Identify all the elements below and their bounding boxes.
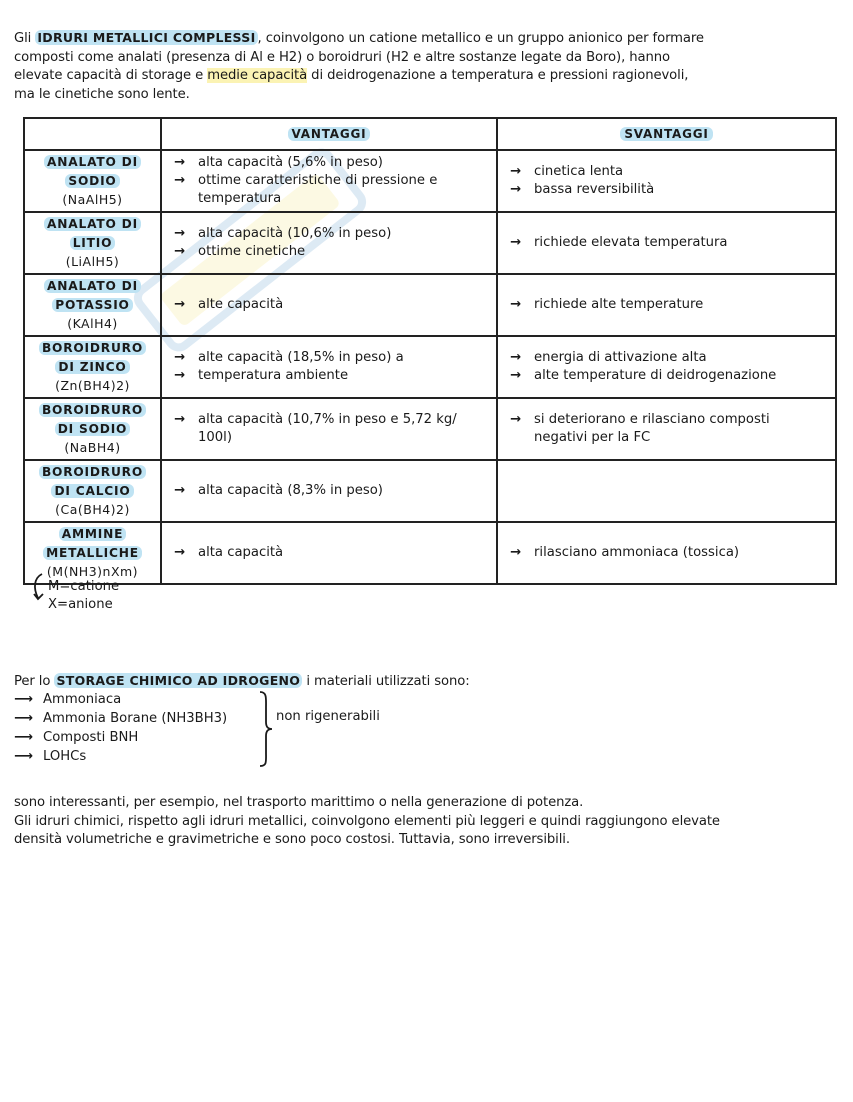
intro-pre: Gli bbox=[14, 31, 36, 46]
item-text: alte temperature di deidrogenazione bbox=[534, 368, 777, 383]
highlight-medie-capacita: medie capacità bbox=[207, 68, 308, 83]
arrow-icon: → bbox=[510, 182, 522, 197]
svantaggio-item bbox=[510, 349, 823, 367]
item-text: richiede alte temperature bbox=[534, 297, 704, 312]
svantaggio-item bbox=[510, 411, 823, 447]
brace-label-non-rigenerabili: non rigenerabili bbox=[276, 709, 380, 724]
item-text: energia di attivazione alta bbox=[534, 350, 707, 365]
svantaggio-item bbox=[510, 296, 823, 314]
vantaggi-cell bbox=[161, 460, 497, 522]
compound-formula: (KAlH4) bbox=[67, 316, 118, 331]
item-text: alta capacità (5,6% in peso) bbox=[198, 155, 383, 170]
item-text: bassa reversibilità bbox=[534, 182, 655, 197]
storage-list-item bbox=[14, 709, 227, 728]
item-text: alta capacità bbox=[198, 545, 284, 560]
vantaggio-item bbox=[174, 544, 484, 562]
storage-item-label: Ammoniaca bbox=[43, 692, 122, 707]
svantaggi-cell bbox=[497, 336, 836, 398]
compound-cell bbox=[24, 212, 161, 274]
item-text: cinetica lenta bbox=[534, 164, 624, 179]
item-text: alta capacità (10,7% in peso e 5,72 kg/ 100l) bbox=[198, 412, 457, 445]
intro-line3b: di deidrogenazione a temperatura e pressioni ragionevoli, bbox=[307, 68, 689, 83]
note-catione: M=catione bbox=[48, 579, 120, 594]
item-text: ottime caratteristiche di pressione e temperatura bbox=[198, 173, 438, 206]
storage-pre: Per lo bbox=[14, 674, 55, 689]
svantaggi-cell bbox=[497, 460, 836, 522]
svantaggi-cell bbox=[497, 398, 836, 460]
table-row bbox=[24, 150, 836, 212]
compound-cell bbox=[24, 336, 161, 398]
compound-cell bbox=[24, 150, 161, 212]
compound-name: ANALATO DI SODIO bbox=[44, 155, 141, 188]
item-text: alta capacità (10,6% in peso) bbox=[198, 226, 392, 241]
item-text: temperatura ambiente bbox=[198, 368, 349, 383]
storage-post: i materiali utilizzati sono: bbox=[302, 674, 470, 689]
storage-list-item bbox=[14, 690, 227, 709]
vantaggio-item bbox=[174, 296, 484, 314]
intro-line3a: elevate capacità di storage e bbox=[14, 68, 208, 83]
item-text: alta capacità (8,3% in peso) bbox=[198, 483, 383, 498]
long-arrow-icon: ⟶ bbox=[14, 730, 33, 745]
storage-item-label: Ammonia Borane (NH3BH3) bbox=[43, 711, 228, 726]
hydrides-comparison-table bbox=[23, 117, 837, 585]
storage-intro bbox=[14, 672, 470, 692]
closing-line2: Gli idruri chimici, rispetto agli idruri metallici, coinvolgono elementi più leggeri e quindi raggiungono elevate bbox=[14, 813, 720, 829]
compound-name: BOROIDRURO DI ZINCO bbox=[39, 341, 146, 374]
arrow-icon: → bbox=[510, 164, 522, 179]
storage-item-label: LOHCs bbox=[43, 749, 87, 764]
arrow-icon: → bbox=[510, 297, 522, 312]
vantaggio-item bbox=[174, 172, 484, 208]
vantaggio-item bbox=[174, 411, 484, 447]
svantaggi-cell bbox=[497, 212, 836, 274]
compound-cell bbox=[24, 460, 161, 522]
table-row bbox=[24, 522, 836, 584]
arrow-icon: → bbox=[174, 368, 186, 383]
compound-name: BOROIDRURO DI SODIO bbox=[39, 403, 146, 436]
arrow-icon: → bbox=[174, 226, 186, 241]
arrow-icon: → bbox=[174, 412, 186, 427]
vantaggi-cell bbox=[161, 336, 497, 398]
arrow-icon: → bbox=[510, 350, 522, 365]
table-row bbox=[24, 398, 836, 460]
intro-line1-rest: , coinvolgono un catione metallico e un gruppo anionico per formare bbox=[257, 31, 704, 46]
compound-name: ANALATO DI POTASSIO bbox=[44, 279, 141, 312]
arrow-icon: → bbox=[510, 412, 522, 427]
arrow-icon: → bbox=[510, 368, 522, 383]
note-anione: X=anione bbox=[48, 597, 113, 612]
arrow-icon: → bbox=[174, 545, 186, 560]
compound-name: ANALATO DI LITIO bbox=[44, 217, 141, 250]
arrow-icon: → bbox=[174, 173, 186, 188]
long-arrow-icon: ⟶ bbox=[14, 749, 33, 764]
compound-formula: (NaAlH5) bbox=[62, 192, 123, 207]
intro-line4: ma le cinetiche sono lente. bbox=[14, 86, 190, 102]
right-brace-icon bbox=[258, 690, 274, 768]
arrow-icon: → bbox=[510, 545, 522, 560]
storage-list-item bbox=[14, 747, 227, 766]
svantaggio-item bbox=[510, 367, 823, 385]
svantaggi-cell bbox=[497, 150, 836, 212]
term-idruri-metallici-complessi: IDRURI METALLICI COMPLESSI bbox=[37, 30, 256, 45]
long-arrow-icon: ⟶ bbox=[14, 692, 33, 707]
storage-item-label: Composti BNH bbox=[43, 730, 139, 745]
item-text: richiede elevata temperatura bbox=[534, 235, 728, 250]
table-note bbox=[48, 578, 119, 614]
header-empty bbox=[24, 118, 161, 150]
arrow-icon: → bbox=[174, 244, 186, 259]
compound-formula: (Ca(BH4)2) bbox=[55, 502, 130, 517]
arrow-icon: → bbox=[174, 350, 186, 365]
compound-cell bbox=[24, 274, 161, 336]
compound-formula: (NaBH4) bbox=[64, 440, 121, 455]
table-row bbox=[24, 460, 836, 522]
vantaggi-cell bbox=[161, 212, 497, 274]
storage-list-item bbox=[14, 728, 227, 747]
vantaggi-cell bbox=[161, 274, 497, 336]
item-text: ottime cinetiche bbox=[198, 244, 306, 259]
vantaggi-cell bbox=[161, 150, 497, 212]
term-storage-chimico: STORAGE CHIMICO AD IDROGENO bbox=[56, 673, 301, 688]
vantaggio-item bbox=[174, 367, 484, 385]
arrow-icon: → bbox=[510, 235, 522, 250]
item-text: alte capacità bbox=[198, 297, 284, 312]
vantaggio-item bbox=[174, 225, 484, 243]
arrow-icon: → bbox=[174, 297, 186, 312]
closing-paragraph bbox=[14, 794, 844, 850]
svantaggio-item bbox=[510, 163, 823, 181]
item-text: si deteriorano e rilasciano composti negativi per la FC bbox=[534, 412, 770, 445]
table-row bbox=[24, 336, 836, 398]
item-text: alte capacità (18,5% in peso) a bbox=[198, 350, 404, 365]
closing-line3: densità volumetriche e gravimetriche e sono poco costosi. Tuttavia, sono irreversibili. bbox=[14, 832, 570, 847]
compound-name: BOROIDRURO DI CALCIO bbox=[39, 465, 146, 498]
arrow-icon: → bbox=[174, 483, 186, 498]
table-row bbox=[24, 274, 836, 336]
compound-formula: (LiAlH5) bbox=[65, 254, 120, 269]
vantaggi-cell bbox=[161, 398, 497, 460]
compound-name: AMMINE METALLICHE bbox=[43, 527, 142, 560]
compound-formula: (M(NH3)nXm) bbox=[46, 564, 139, 579]
svantaggio-item bbox=[510, 181, 823, 199]
svantaggio-item bbox=[510, 544, 823, 562]
long-arrow-icon: ⟶ bbox=[14, 711, 33, 726]
vantaggio-item bbox=[174, 349, 484, 367]
item-text: rilasciano ammoniaca (tossica) bbox=[534, 545, 740, 560]
compound-formula: (Zn(BH4)2) bbox=[55, 378, 130, 393]
intro-paragraph bbox=[14, 29, 844, 104]
intro-line2: composti come analati (presenza di Al e H2) o boroidruri (H2 e altre sostanze legate da Boro), hanno bbox=[14, 49, 670, 65]
svantaggi-cell bbox=[497, 274, 836, 336]
svantaggi-cell bbox=[497, 522, 836, 584]
vantaggio-item bbox=[174, 154, 484, 172]
closing-line1: sono interessanti, per esempio, nel trasporto marittimo o nella generazione di potenza. bbox=[14, 795, 584, 810]
vantaggio-item bbox=[174, 482, 484, 500]
vantaggi-cell bbox=[161, 522, 497, 584]
header-vantaggi: VANTAGGI bbox=[161, 118, 497, 150]
storage-list bbox=[14, 690, 227, 766]
vantaggio-item bbox=[174, 243, 484, 261]
svantaggio-item bbox=[510, 234, 823, 252]
arrow-icon: → bbox=[174, 155, 186, 170]
compound-cell bbox=[24, 398, 161, 460]
table-header-row bbox=[24, 118, 836, 150]
header-svantaggi: SVANTAGGI bbox=[497, 118, 836, 150]
table-row bbox=[24, 212, 836, 274]
curved-arrow-icon bbox=[30, 572, 50, 604]
